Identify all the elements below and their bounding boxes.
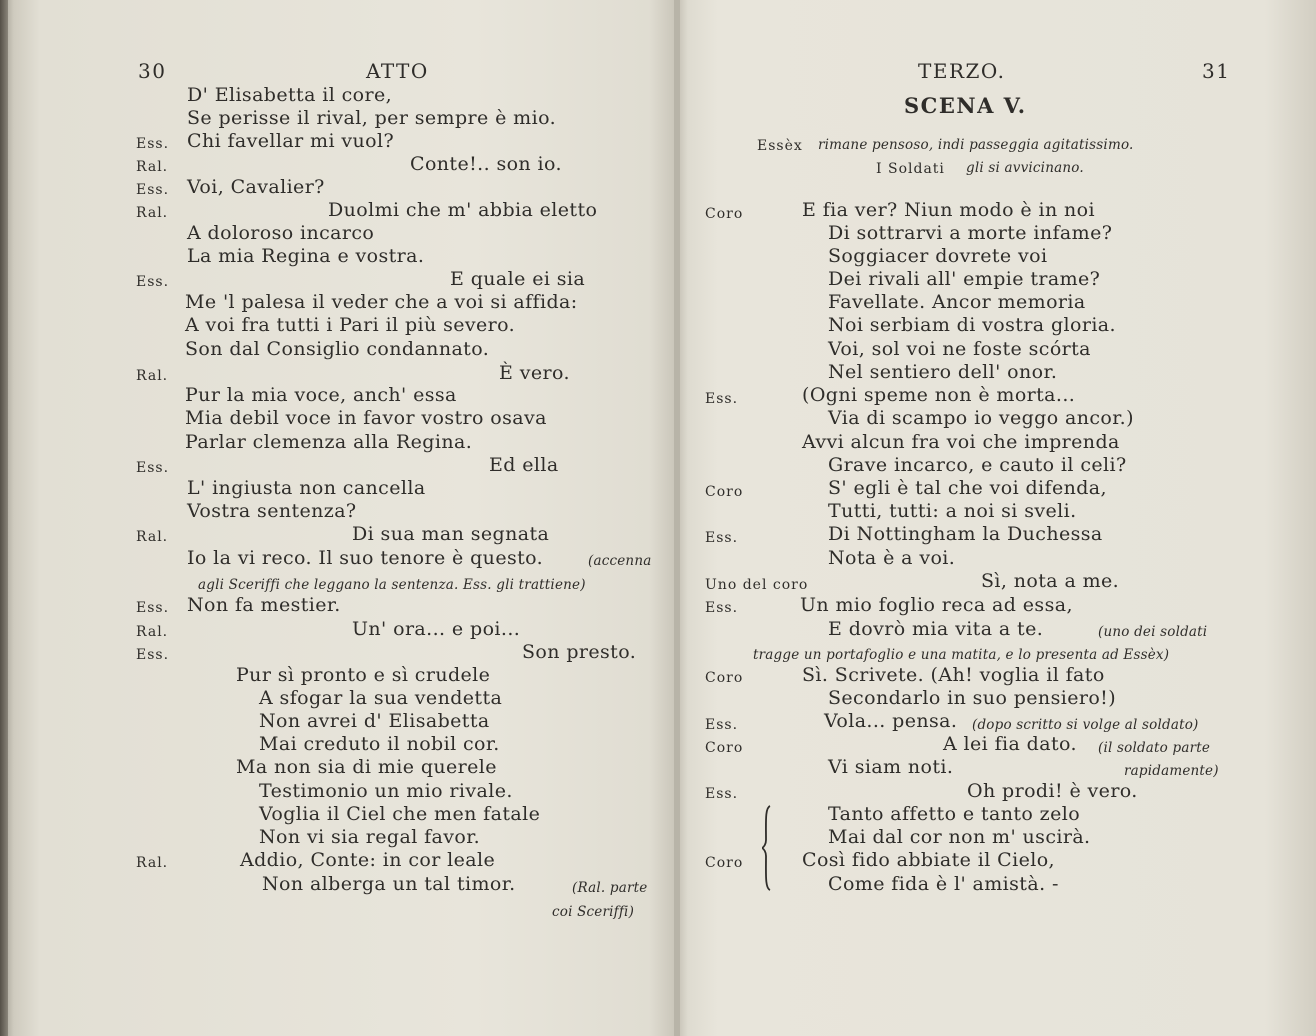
brace-icon <box>762 804 772 892</box>
verse-line: E dovrò mia vita a te. <box>828 618 1044 640</box>
verse-line: Di Nottingham la Duchessa <box>828 523 1103 545</box>
verse-line: Così fido abbiate il Cielo, <box>802 849 1055 871</box>
verse-line: Soggiacer dovrete voi <box>828 245 1048 267</box>
speaker-label: Ess. <box>705 717 739 733</box>
verse-line: Secondarlo in suo pensiero!) <box>828 687 1117 709</box>
verse-line: Nota è a voi. <box>828 547 956 569</box>
speaker-label: Ess. <box>136 182 170 198</box>
verse-line: Un mio foglio reca ad essa, <box>800 594 1073 616</box>
verse-line: Ed ella <box>489 454 559 476</box>
verse-line: A voi fra tutti i Pari il più severo. <box>185 314 516 336</box>
verse-line: Voi, Cavalier? <box>187 176 325 198</box>
verse-line: D' Elisabetta il core, <box>187 84 393 106</box>
verse-line: Son dal Consiglio condannato. <box>185 338 490 360</box>
verse-line: Testimonio un mio rivale. <box>259 780 513 802</box>
verse-line: Chi favellar mi vuol? <box>187 130 395 152</box>
verse-line: Me 'l palesa il veder che a voi si affida: <box>185 291 578 313</box>
verse-line: Mai dal cor non m' uscirà. <box>828 826 1091 848</box>
verse-line: Sì. Scrivete. (Ah! voglia il fato <box>802 664 1105 686</box>
speaker-label: Ess. <box>705 600 739 616</box>
verse-line: A sfogar la sua vendetta <box>259 687 503 709</box>
verse-line: Non alberga un tal timor. <box>262 873 516 895</box>
verse-line: Non vi sia regal favor. <box>259 826 481 848</box>
speaker-label: Coro <box>705 740 744 756</box>
stage-direction: coi Sceriffi) <box>552 904 635 920</box>
stage-direction: (uno dei soldati <box>1098 624 1208 640</box>
verse-line: Sì, nota a me. <box>981 570 1120 592</box>
verse-line: Vostra sentenza? <box>187 500 357 522</box>
verse-line: L' ingiusta non cancella <box>187 477 426 499</box>
book-edge <box>0 0 8 1036</box>
stage-direction: tragge un portafoglio e una matita, e lo presenta ad Essèx) <box>753 647 1170 663</box>
verse-line: Un' ora... e poi... <box>352 618 521 640</box>
speaker-label: Ral. <box>136 368 169 384</box>
verse-line: A doloroso incarco <box>187 222 375 244</box>
stage-direction: (accenna <box>588 553 652 569</box>
running-head-right: TERZO. <box>918 59 1006 83</box>
verse-line: La mia Regina e vostra. <box>187 245 425 267</box>
stage-direction: rimane pensoso, indi passeggia agitatissimo. <box>818 137 1134 153</box>
verse-line: Via di scampo io veggo ancor.) <box>828 407 1134 429</box>
speaker-label: Ral. <box>136 529 169 545</box>
verse-line: E fia ver? Niun modo è in noi <box>802 199 1095 221</box>
stage-direction: gli si avvicinano. <box>966 160 1084 176</box>
verse-line: Avvi alcun fra voi che imprenda <box>802 431 1120 453</box>
verse-line: Di sottrarvi a morte infame? <box>828 222 1113 244</box>
page-number-left: 30 <box>138 59 167 83</box>
speaker-label: Ess. <box>136 647 170 663</box>
verse-line: Io la vi reco. Il suo tenore è questo. <box>187 547 544 569</box>
verse-line: Favellate. Ancor memoria <box>828 291 1086 313</box>
page-number-right: 31 <box>1202 59 1231 83</box>
verse-line: Duolmi che m' abbia eletto <box>328 199 598 221</box>
running-head-left: ATTO <box>366 59 429 83</box>
stage-direction-name: Essèx <box>757 138 803 154</box>
speaker-label: Ral. <box>136 855 169 871</box>
speaker-label: Coro <box>705 484 744 500</box>
verse-line: Addio, Conte: in cor leale <box>240 849 496 871</box>
stage-direction: agli Sceriffi che leggano la sentenza. Ess. gli trattiene) <box>198 577 586 593</box>
verse-line: E quale ei sia <box>450 268 586 290</box>
speaker-label: Coro <box>705 206 744 222</box>
speaker-label: Coro <box>705 670 744 686</box>
verse-line: Non fa mestier. <box>187 594 341 616</box>
speaker-label: Ess. <box>705 530 739 546</box>
verse-line: (Ogni speme non è morta... <box>802 384 1076 406</box>
stage-direction-name: I Soldati <box>876 161 945 177</box>
verse-line: Non avrei d' Elisabetta <box>259 710 490 732</box>
speaker-label: Ess. <box>136 136 170 152</box>
verse-line: Parlar clemenza alla Regina. <box>185 431 473 453</box>
stage-direction: (dopo scritto si volge al soldato) <box>972 717 1199 733</box>
verse-line: A lei fia dato. <box>943 733 1077 755</box>
verse-line: Tutti, tutti: a noi si sveli. <box>828 500 1077 522</box>
speaker-label: Ess. <box>705 391 739 407</box>
speaker-label: Ess. <box>136 274 170 290</box>
verse-line: Mai creduto il nobil cor. <box>259 733 500 755</box>
verse-line: Di sua man segnata <box>352 523 550 545</box>
speaker-label: Ral. <box>136 159 169 175</box>
verse-line: Pur sì pronto e sì crudele <box>236 664 491 686</box>
verse-line: Come fida è l' amistà. - <box>828 873 1059 895</box>
verse-line: È vero. <box>499 362 570 384</box>
speaker-label: Coro <box>705 855 744 871</box>
verse-line: Mia debil voce in favor vostro osava <box>185 407 547 429</box>
verse-line: Conte!.. son io. <box>410 153 562 175</box>
verse-line: Voglia il Ciel che men fatale <box>259 803 541 825</box>
verse-line: Oh prodi! è vero. <box>967 780 1138 802</box>
verse-line: Ma non sia di mie querele <box>236 756 497 778</box>
verse-line: Pur la mia voce, anch' essa <box>185 384 457 406</box>
verse-line: Grave incarco, e cauto il celi? <box>828 454 1127 476</box>
verse-line: Vi siam noti. <box>828 756 954 778</box>
speaker-label: Uno del coro <box>705 577 809 593</box>
verse-line: Dei rivali all' empie trame? <box>828 268 1101 290</box>
verse-line: Noi serbiam di vostra gloria. <box>828 314 1116 336</box>
scene-title: SCENA V. <box>904 93 1027 118</box>
speaker-label: Ral. <box>136 205 169 221</box>
verse-line: Tanto affetto e tanto zelo <box>828 803 1081 825</box>
speaker-label: Ess. <box>136 460 170 476</box>
speaker-label: Ess. <box>136 600 170 616</box>
verse-line: S' egli è tal che voi difenda, <box>828 477 1107 499</box>
stage-direction: (il soldato parte <box>1098 740 1211 756</box>
verse-line: Vola... pensa. <box>824 710 958 732</box>
verse-line: Nel sentiero dell' onor. <box>828 361 1058 383</box>
verse-line: Son presto. <box>522 641 637 663</box>
speaker-label: Ral. <box>136 624 169 640</box>
stage-direction: (Ral. parte <box>572 880 648 896</box>
stage-direction: rapidamente) <box>1124 763 1219 779</box>
verse-line: Voi, sol voi ne foste scórta <box>828 338 1091 360</box>
speaker-label: Ess. <box>705 786 739 802</box>
verse-line: Se perisse il rival, per sempre è mio. <box>187 107 557 129</box>
book-gutter <box>674 0 680 1036</box>
